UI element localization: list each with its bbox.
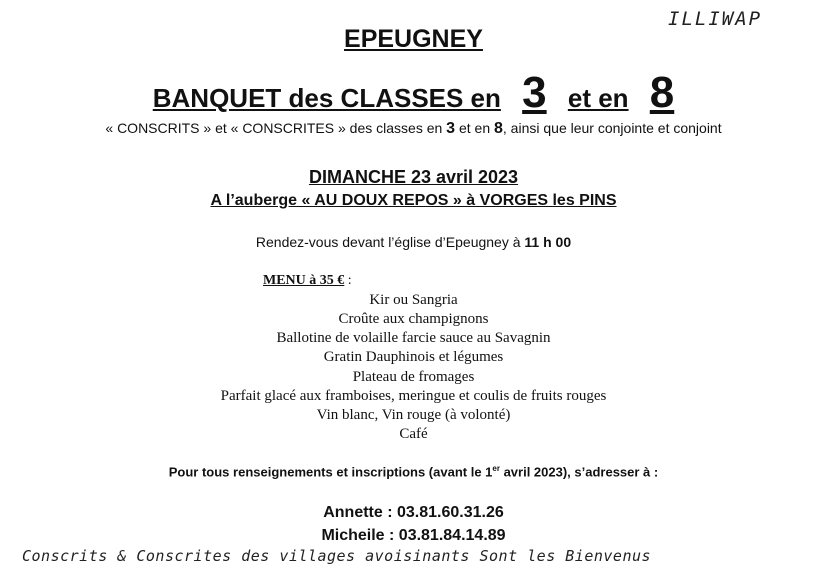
- info-text-1: Pour tous renseignements et inscriptions (avant le 1: [168, 464, 493, 480]
- handwritten-note-bottom: Conscrits & Conscrites des villages avoisinants Sont les Bienvenus: [22, 547, 652, 565]
- info-line: [0, 464, 827, 479]
- subtitle-num-8: 8: [494, 120, 503, 137]
- banquet-digit-8: 8: [649, 68, 675, 117]
- info-sup: er: [492, 464, 500, 473]
- subtitle-text-2: et en: [458, 120, 491, 136]
- rendezvous-text: Rendez-vous devant l’église d’Epeugney à: [255, 234, 521, 250]
- menu-item: Vin blanc, Vin rouge (à volonté): [316, 407, 511, 423]
- banquet-heading-et-en: et en: [567, 83, 629, 113]
- subtitle-line: [0, 120, 827, 138]
- menu-item: Ballotine de volaille farcie sauce au Savagnin: [276, 330, 551, 346]
- menu-item: Plateau de fromages: [352, 369, 475, 385]
- menu-heading-colon: :: [344, 273, 352, 288]
- menu-heading: [263, 273, 352, 289]
- subtitle-num-3: 3: [446, 120, 456, 137]
- banquet-digit-3: 3: [522, 68, 547, 117]
- rendezvous-time: 11 h 00: [524, 234, 572, 250]
- event-venue: A l’auberge « AU DOUX REPOS » à VORGES les PINS: [210, 192, 617, 209]
- village-title: EPEUGNEY: [344, 25, 483, 53]
- subtitle-text-3: , ainsi que leur conjointe et conjoint: [502, 120, 722, 136]
- subtitle-text-1: « CONSCRITS » et « CONSCRITES » des classes en: [105, 120, 443, 136]
- banquet-heading-text: BANQUET des CLASSES en: [152, 83, 501, 113]
- handwritten-note-top: ILLIWAP: [668, 8, 763, 30]
- menu-heading-label: MENU à 35 €: [263, 273, 345, 288]
- menu-item: Croûte aux champignons: [338, 311, 489, 327]
- menu-item: Gratin Dauphinois et légumes: [323, 349, 504, 365]
- rendezvous-line: [0, 234, 827, 250]
- contact-annette: Annette : 03.81.60.31.26: [323, 504, 504, 521]
- contact-micheile: Micheile : 03.81.84.14.89: [321, 527, 506, 544]
- menu-item: Parfait glacé aux framboises, meringue et coulis de fruits rouges: [220, 388, 607, 404]
- menu-item: Café: [399, 426, 428, 442]
- event-date: DIMANCHE 23 avril 2023: [308, 167, 519, 187]
- menu-item: Kir ou Sangria: [369, 292, 458, 308]
- info-text-2: avril 2023), s’adresser à :: [499, 464, 659, 480]
- banquet-heading: [0, 68, 827, 118]
